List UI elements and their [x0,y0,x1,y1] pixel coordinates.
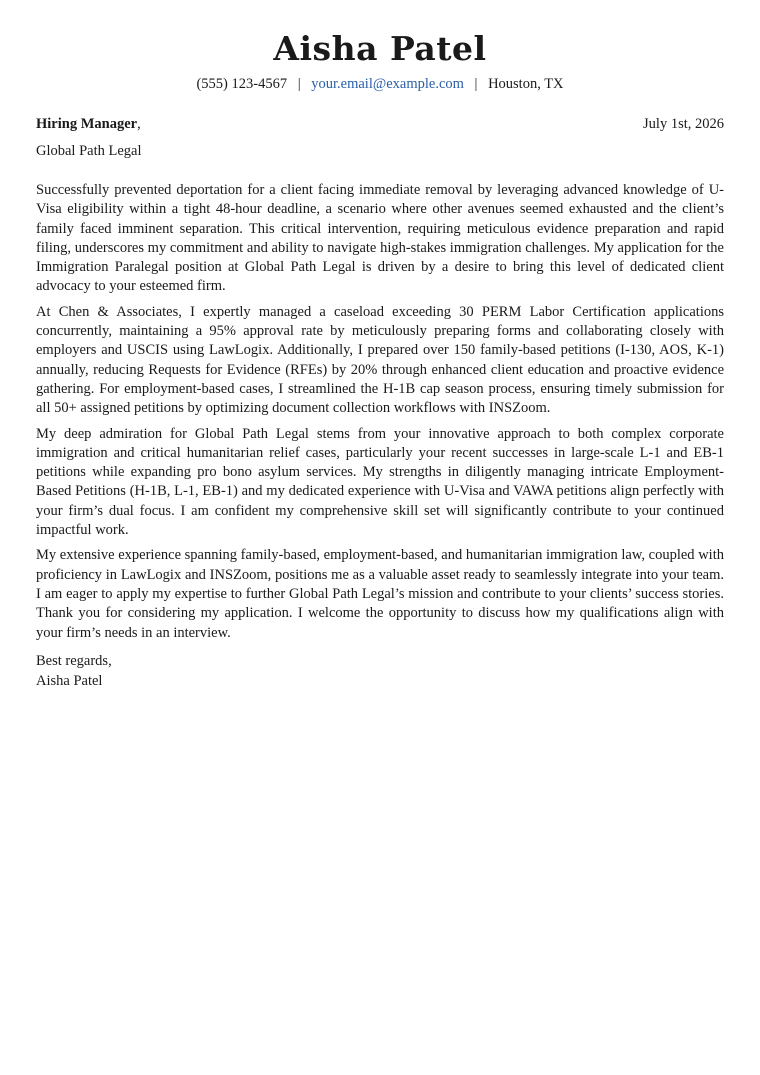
body-paragraph: At Chen & Associates, I expertly managed a caseload exceeding 30 PERM Labor Certification applications concurrently, maintaining a 95% approval rate by meticulously preparing forms and collaborating closely with employers and USCIS using LawLogix. Additionally, I prepared over 150 family-based petitions (I-130, AOS, K-1) annually, reducing Requests for Evidence (RFEs) by 20% through enhanced client education and proactive evidence gathering. For employment-based cases, I streamlined the H-1B cap season process, ensuring timely submission for all 50+ assigned petitions by optimizing document collection workflows with INSZoom. [36,303,724,417]
contact-separator: | [474,76,478,92]
closing-block [36,651,724,691]
recipient-date-row [36,114,724,134]
location: Houston, TX [488,76,564,92]
contact-line [36,74,724,94]
recipient-punctuation: , [137,116,141,132]
body-paragraph: My extensive experience spanning family-based, employment-based, and humanitarian immigration law, coupled with proficiency in LawLogix and INSZoom, positions me as a valuable asset ready to seamlessly integrate into your team. I am eager to apply my expertise to further Global Path Legal’s mission and contribute to your clients’ success stories. Thank you for considering my application. I welcome the opportunity to discuss how my qualifications align with your firm’s needs in an interview. [36,547,724,641]
contact-separator: | [297,76,301,92]
applicant-name: Aisha Patel [273,29,487,68]
letter-date: July 1st, 2026 [643,116,724,132]
body-paragraph: My deep admiration for Global Path Legal stems from your innovative approach to both complex corporate immigration and critical humanitarian relief cases, particularly your recent successes in large-scale L-1 and EB-1 petitions while expanding pro bono asylum services. My strengths in diligently managing intricate Employment-Based Petitions (H-1B, L-1, EB-1) and my dedicated experience with U-Visa and VAWA petitions align perfectly with your firm’s dual focus. I am confident my comprehensive skill set will significantly contribute to your continued impactful work. [36,425,724,539]
body-paragraph: Successfully prevented deportation for a client facing immediate removal by leveraging advanced knowledge of U-Visa eligibility within a tight 48-hour deadline, a scenario where other avenues seemed exhausted and the client’s family faced imminent separation. This critical intervention, requiring meticulous evidence preparation and rapid filing, underscores my commitment and ability to navigate high-stakes immigration challenges. My application for the Immigration Paralegal position at Global Path Legal is driven by a desire to bring this level of dedicated client advocacy to your esteemed firm. [36,182,724,295]
company-name: Global Path Legal [36,143,142,159]
phone-number: (555) 123-4567 [196,76,288,92]
signature-name: Aisha Patel [36,672,103,689]
closing-salutation: Best regards, [36,652,112,669]
letter-body [36,181,724,643]
recipient [36,114,141,134]
email-link[interactable]: your.email@example.com [311,76,464,92]
recipient-title: Hiring Manager [36,116,138,132]
